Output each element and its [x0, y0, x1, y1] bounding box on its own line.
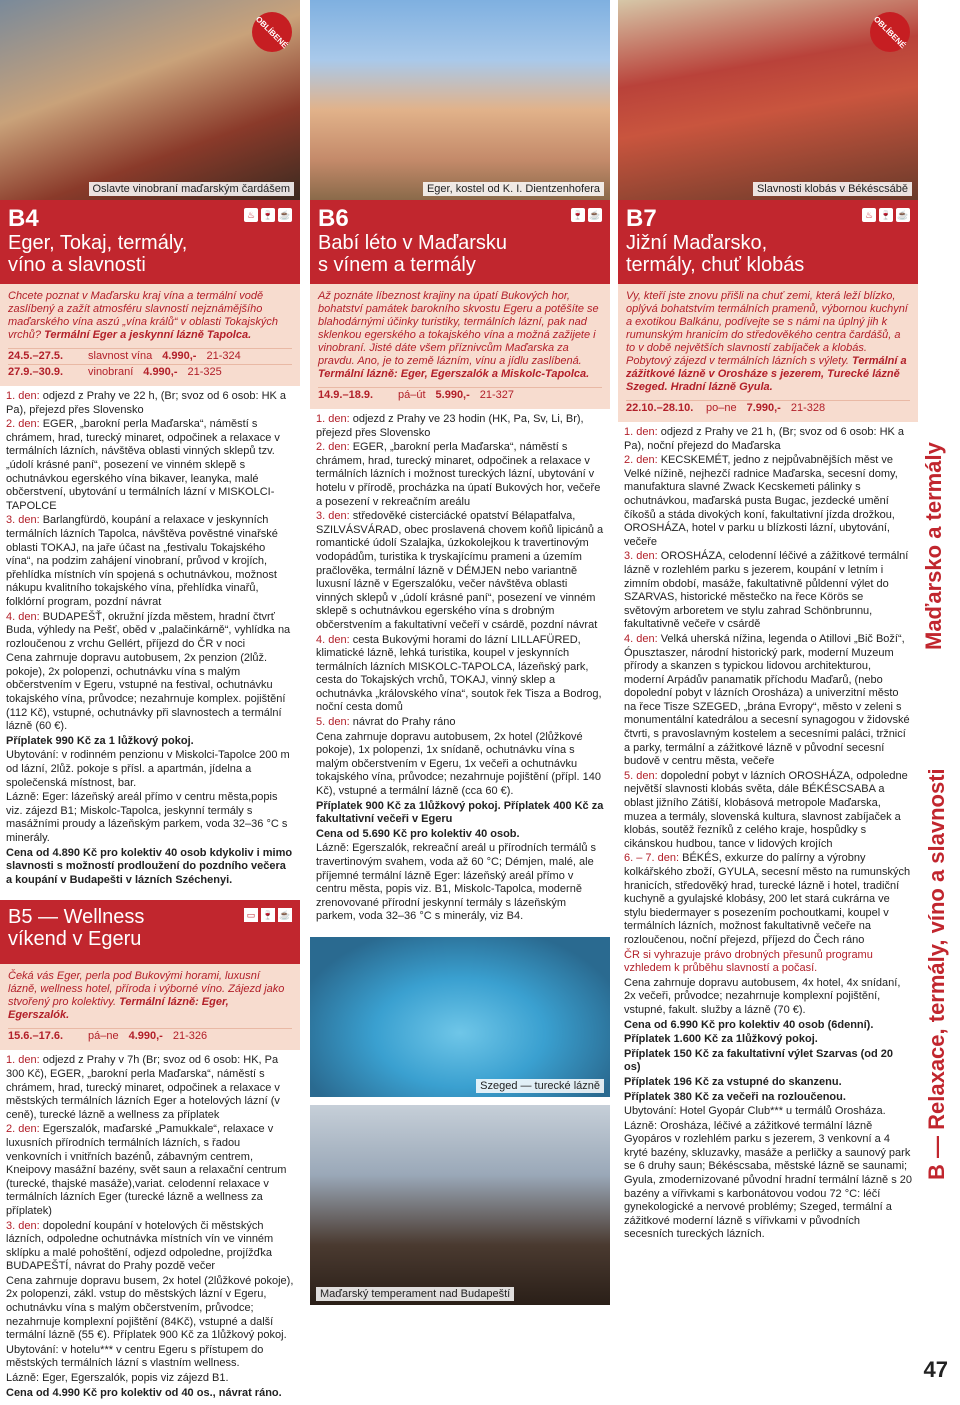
intro-text: Čeká vás Eger, perla pod Bukovými horami, luxusní lázně, wellness hotel, příroda i výborné víno. Zájezd jako stvořený pro kolektivy. — [8, 970, 285, 1009]
accommodation: Ubytování: Hotel Gyopár Club*** u termálů Orosháza. — [624, 1105, 886, 1118]
wine-icon: 🍷 — [571, 208, 585, 222]
b6-intro — [310, 284, 610, 387]
favorite-badge: OBLÍBENÉ — [862, 4, 918, 61]
photo-caption: Maďarský temperament nad Budapeští — [316, 1287, 514, 1301]
supplement: Příplatek 990 Kč za 1 lůžkový pokoj. — [6, 734, 194, 747]
b7-program — [618, 422, 918, 1247]
date-range: 27.9.–30.9. — [8, 366, 64, 378]
feature-icons — [862, 208, 910, 222]
tour-title-line1: Jižní Maďarsko, — [626, 232, 768, 254]
day-1: 1. den: odjezd z Prahy ve 21 h, (Br; svoz od 6 osob: HK a Pa), noční přejezd do Maďarska — [624, 426, 905, 452]
tour-title-line1: Eger, Tokaj, termály, — [8, 232, 188, 254]
day-1: 1. den: odjezd z Prahy ve 23 hodin (HK, Pa, Sv, Li, Br), přejezd přes Slovensko — [316, 413, 584, 439]
b4-intro — [0, 284, 300, 348]
feature-icons — [244, 908, 292, 922]
b4-header — [0, 200, 300, 284]
group-price: Cena od 4.990 Kč pro kolektiv od 40 os., návrat ráno. — [6, 1386, 282, 1399]
b7-dates — [618, 400, 918, 422]
spa-info: Lázně: Eger, Egerszalók, popis viz zájezd B1. — [6, 1372, 229, 1385]
tour-code: B4 — [8, 205, 39, 232]
supplement: Příplatek 380 Kč za večeři na rozloučenou. — [624, 1090, 846, 1103]
tour-title-line1: Babí léto v Maďarsku — [318, 232, 508, 254]
b6-dates — [310, 387, 610, 409]
intro-text: Chcete poznat v Maďarsku kraj vína a termální vodě zaslíbený a zažít atmosféru slavností nejznámějšího maďarského vína aszú „vína králů“ v oblasti Tokajských vrchů? — [8, 290, 278, 341]
favorite-badge: OBLÍBENÉ — [244, 4, 300, 61]
b6-photo — [310, 0, 610, 200]
day-2: 2. den: EGER, „barokní perla Maďarska“, náměstí s chrámem, hrad, turecký minaret, odpočinek a relaxace v termálních lázních i možnost tureckých lázní, ubytování v hotelu v přírodě, procházka na úpatí Bukových hor, večeře a posezení v rekreačním areálu — [316, 441, 601, 508]
day-5: 5. den: dopolední pobyt v lázních OROSHÁZA, odpoledne největší slavnosti klobás světa, dále BÉKÉSCSABA a oblast jižního Zátiší, klobásová metropole Maďarska, muzea a termály, slovenská kultura, slavnost zabíjaček a klobás, soutěž řezníků z celého kraje, hospůdky s cikánskou hudbou, tance v lidových krojích — [624, 769, 908, 850]
price-includes: Cena zahrnuje dopravu autobusem, 2x hotel (2lůžkové pokoje), 1x polopenzi, 1x snídaně, ochutnávku vína s malým občerstvením v Egeru, 1x večeři a ochutnávku tokajského vína, průvodce; nezahrnuje pojištění (přípl. 140 Kč), vstupné a termální lázně (cca 60 €). — [316, 730, 601, 798]
photo-caption: Eger, kostel od K. I. Dientzenhofera — [423, 182, 604, 196]
day-3: 3. den: OROSHÁZA, celodenní léčivé a zážitkové termální lázně v rozlehlém parku s jezerem, koupání v letním i zimním období, masáže, fakultativně půldenní výlet do SZARVAS, historické městečko na řece Körös se světovým arboretem ve stylu zahrad Schönbrunnu, fakultativně večeře v csárdě — [624, 550, 909, 631]
program-note: ČR si vyhrazuje právo drobných přesunů programu vzhledem k průběhu slavností a počasí. — [624, 948, 873, 975]
date-row — [8, 348, 292, 364]
day-1: 1. den: odjezd z Prahy v 7h (Br; svoz od 6 osob: HK, Pa 300 Kč), EGER, „barokní perla Maďarska“, náměstí s chrámem, hrad, turecký minaret, odpočinek a relaxace v městských termálních lázních Eger a hotelových lázní (v ceně), turecké lázně a wellness za příplatek — [6, 1054, 280, 1121]
tour-title-line2: s vínem a termály — [318, 254, 476, 276]
szeged-photo — [310, 937, 610, 1097]
date-row — [8, 1028, 292, 1044]
sidebar-text: B — Relaxace, termály, víno a slavnosti — [924, 768, 949, 1180]
accommodation: Ubytování: v hotelu*** v centru Egeru s přístupem do městských termálních lázní s vlastním wellness. — [6, 1343, 264, 1370]
b7-photo — [618, 0, 918, 200]
price-includes: Cena zahrnuje dopravu autobusem, 4x hotel, 4x snídaní, 2x večeři, průvodce; nezahrnuje komplexní pojištění, vstupné, fakult. služby a lázně (70 €). — [624, 976, 901, 1016]
b5-dates — [0, 1028, 300, 1050]
date-event: slavnost vína — [88, 350, 153, 362]
photo-caption: Slavnosti klobás v Békéscsábě — [753, 182, 912, 196]
day-4: 4. den: Velká uherská nížina, legenda o Atillovi „Bič Boží“, Ópusztaszer, národní historický park, moderní Muzeum přírody a skanzen s typickou lidovou architekturou, moderní Arpádův panamatik příchodu Maďarů, (nebo dopolední pobyt v lázních Orosháza) a univerzitní město na řece Tisze SZEGED, „brána Evropy“, město v zeleni s monumentální katedrálou a secesní synagogou v židovské čtvrti, s pravoslavným kostelem a secesními paláci, tržnicí a parky, termální a zážitkové lázně v původní secesní budově v centru města, večeře — [624, 632, 910, 768]
tour-b6-column — [310, 0, 610, 1305]
price-includes: Cena zahrnuje dopravu autobusem, 2x penzion (2lůž. pokoje), 2x polopenzi, ochutnávku vína s malým občerstvením v Egeru, vstupné na festival, ochutnávku tokajského vína, průvodce; nezahrnuje komplex. pojištění (112 Kč), vstupné, ochutnávky při slavnostech a termální lázně (60 €). — [6, 652, 286, 733]
day-3: 3. den: středověké cisterciácké opatství Bélapatfalva, SZILVÁSVÁRAD, obec proslavená chovem koňů lipicánů a romantické údolí Szalajka, úzkokolejkou k travertinovým vodopádům, turistika k tryskajícímu prameni a územím pračlověka, termální lázně v DÉMJEN nebo variantně luxusní lázně v Egerszalóku, večer návštěva oblasti vinných sklepů v „údolí krásné paní“, posezení ve vinném sklepě s ochutnávkou egerského vína s drobným občerstvením a fakultativní večeří v csárdě, pozdní návrat — [316, 510, 604, 631]
spa-icon: ♨ — [862, 208, 876, 222]
b4-photo — [0, 0, 300, 200]
hotel-icon: ▭ — [244, 908, 258, 922]
tour-number: 21-326 — [172, 1030, 208, 1043]
food-icon: ☕ — [588, 208, 602, 222]
day-6-7: 6. – 7. den: BÉKÉS, exkurze do palírny a výrobny kolkářského zboží, GYULA, secesní město na rumunských hranicích, středověký hrad, turecké lázně i hotel, tradiční kuchyně a gyulajské klobásy, 200 let stará cukrárna ve stylu biedermayer s posezením pochoutkami, koupel v termálních lázních, možnost fakultativně večeře na rozloučenou, noční přejezd, příjezd do Čech ráno — [624, 852, 911, 946]
b7-header — [618, 200, 918, 284]
date-price: 5.990,- — [435, 389, 470, 401]
intro-bold: Termální lázně: Eger, Egerszalók. — [8, 996, 229, 1022]
sidebar-country: Maďarsko a termály — [921, 442, 946, 650]
wine-icon: 🍷 — [879, 208, 893, 222]
date-range: 15.6.–17.6. — [8, 1030, 64, 1043]
date-range: 22.10.–28.10. — [626, 402, 694, 414]
page-number: 47 — [923, 1357, 948, 1382]
intro-bold: Termální a zážitkové lázně v Orosháze s jezerem, Turecké lázně Szeged. Hradní lázně Gyula. — [626, 355, 907, 393]
b6-program — [310, 409, 610, 929]
group-price: Cena od 6.990 Kč pro kolektiv 40 osob (6denní). — [624, 1018, 874, 1031]
date-range: 14.9.–18.9. — [318, 389, 374, 401]
food-icon: ☕ — [278, 208, 292, 222]
supplement: Příplatek 196 Kč za vstupné do skanzenu. — [624, 1075, 842, 1088]
intro-bold: Termální lázně: Eger, Egerszalók a Miskolc-Tapolca. — [318, 368, 590, 380]
tour-b4-column — [0, 0, 300, 1405]
supplement: Příplatek 1.600 Kč za 1lůžkový pokoj. — [624, 1033, 818, 1046]
b5-intro — [0, 964, 300, 1028]
date-price: 4.990,- — [128, 1030, 163, 1043]
spa-info: Lázně: Orosháza, léčivé a zážitkové termální lázně Gyopáros v rozlehlém parku s jezerem, 3 venkovní a 4 kryté bazény, skluzavky, masáže a perličky a saunový park se 6 druhy saun; Békéscsaba, městské lázně se saunami; Gyula, zmodernizované původní hradní termální lázně s 20 bazény a vířivkami s karbonátovou vodou 72 °C: léčí gynekologické a nervové problémy; Szeged, termální a zážitkové moderní lázně s vířivkami v původních secesních tureckých lázních. — [624, 1119, 912, 1241]
day-3: 3. den: dopolední koupání v hotelových či městských lázních, odpoledne ochutnávka místních vín ve vinném sklípku a malé pohoštění, odjezd odpoledne, projížďka BUDAPEŠTÍ, návrat do Prahy pozdě večer — [6, 1219, 274, 1273]
food-icon: ☕ — [278, 908, 292, 922]
tour-title-line2: termály, chuť klobás — [626, 254, 805, 276]
b5-header — [0, 900, 300, 964]
tour-number: 21-328 — [790, 402, 826, 414]
spa-icon: ♨ — [244, 208, 258, 222]
date-price: 4.990,- — [143, 366, 178, 378]
tour-code: B7 — [626, 205, 657, 232]
day-4: 4. den: cesta Bukovými horami do lázní LILLAFÜRED, klimatické lázně, lehká turistika, koupel v jeskynních termálních lázních MISKOLC-TAPOLCA, lázeňský park, cesta do Tokajských vrchů, TOKAJ, vinný sklep a ochutnávka „královského vína“, soutok řek Tisza a Bodrog, noční cesta domů — [316, 633, 602, 714]
date-row — [8, 364, 292, 380]
day-2: 2. den: KECSKEMÉT, jedno z nejpůvabnějších měst ve Velké nížině, nejhezčí radnice Maďarska, secesní domy, manufaktura slavné Zwack Kecskemeti pálinky s ochutnávkou, maďarská pusta Bugac, jezdecké umění číkošů a stáda divokých koní, fakultativní jízda drožkou, OROSHÁZA, hotel v parku u blízkosti lázní, ubytování, večeře — [624, 454, 898, 548]
intro-text: Až poznáte líbeznost krajiny na úpatí Bukových hor, bohatství památek barokního skvostu Egeru a potěšíte se blahodárnými účinky turistiky, termálních lázní, pak nad sklenkou egerského a tokajského vína a možná zažijete i vinobraní. Jisté dáte všem příznivcům Maďarska za pravdu. Ano, je to země lázním, vínu a jídlu zaslíbená. — [318, 290, 599, 367]
day-1: 1. den: odjezd z Prahy ve 22 h, (Br; svoz od 6 osob: HK a Pa), přejezd přes Slovensko — [6, 390, 287, 416]
group-price: Cena od 5.690 Kč pro kolektiv 40 osob. — [316, 827, 520, 840]
b7-intro — [618, 284, 918, 400]
photo-caption: Oslavte vinobraní maďarským čardášem — [89, 182, 295, 196]
date-range: 24.5.–27.5. — [8, 350, 64, 362]
tour-number: 21-325 — [187, 366, 222, 378]
date-event: pá–ne — [88, 1030, 119, 1043]
tour-b7-column — [618, 0, 918, 1247]
group-price: Cena od 4.890 Kč pro kolektiv 40 osob kdykoliv i mimo slavnosti s možností prodloužení do pozdního večera a koupání v Budapešti v lázních Széchenyi. — [6, 846, 293, 886]
date-event: po–ne — [706, 402, 737, 414]
b4-dates — [0, 348, 300, 386]
day-5: 5. den: návrat do Prahy ráno — [316, 716, 456, 729]
tour-title-line2: víno a slavnosti — [8, 254, 146, 276]
tour-title-line2: víkend v Egeru — [8, 928, 142, 951]
tour-number: 21-327 — [479, 389, 515, 401]
day-2: 2. den: EGER, „barokní perla Maďarska“, náměstí s chrámem, hrad, turecký minaret, odpočinek a relaxace v termálních lázních, návštěva oblasti vinných sklepů tzv. „údolí krásné paní“, posezení ve vinném sklepě s ochutnávkou egerského vína bikaver, leanyka, malé občerstvení, ubytování u termálních lázní v MISKOLCI-TAPOLCE — [6, 418, 280, 512]
spa-info: Lázně: Egerszalók, rekreační areál u přírodních termálů s travertinovým svahem, voda až 60 °C; Démjen, malé, ale příjemné termální lázně Eger: lázeňský areál přímo v centru města, popis viz. B1, Miskolc-Tapolca, moderně zrenovované přírodní jeskynní termály s lázeňským parkem, voda 32–36 °C s minerály, viz B4. — [316, 842, 597, 923]
b6-header — [310, 200, 610, 284]
date-event: pá–út — [398, 389, 426, 401]
tour-title-line1: B5 — Wellness — [8, 906, 145, 929]
price-includes: Cena zahrnuje dopravu busem, 2x hotel (2lůžkové pokoje), 2x polopenzi, zákl. vstup do městských lázní v Egeru, ochutnávku vína s malým občerstvením, průvodce; nezahrnuje komplexní pojištění (84Kč), vstupné a další termální lázně (55 €). Příplatek 900 Kč za 1lůžkový pokoj. — [6, 1274, 294, 1342]
supplement: Příplatek 900 Kč za 1lůžkový pokoj. Příplatek 400 Kč za fakultativní večeři v Egeru — [316, 799, 604, 826]
feature-icons — [244, 208, 292, 222]
feature-icons — [571, 208, 602, 222]
wine-icon: 🍷 — [261, 908, 275, 922]
spa-info: Lázně: Eger: lázeňský areál přímo v centru města,popis viz. zájezd B1; Miskolc-Tapolca, jeskynní termály s masážními proudy a lázeňským parkem, voda 32–36 °C s minerály. — [6, 791, 288, 844]
date-event: vinobraní — [88, 366, 134, 378]
b4-program — [0, 386, 300, 892]
b5-program — [0, 1050, 300, 1405]
accommodation: Ubytování: v rodinném penzionu v Miskolci-Tapolce 200 m od lázní, 2lůž. pokoje s přísl. a apartmán, jídelna a společenská místnost, bar. — [6, 749, 290, 789]
supplement: Příplatek 150 Kč za fakultativní výlet Szarvas (od 20 os) — [624, 1047, 894, 1074]
date-row — [318, 387, 602, 403]
date-price: 4.990,- — [162, 350, 197, 362]
day-2: 2. den: Egerszalók, maďarské „Pamukkale“, relaxace v luxusních přírodních termálních lázních, s řadou venkovních i vnitřních bazénů, zábavným centrem, Kneipovy masážní bazény, svět saun a relaxační centrum (turecké, thajské masáže),variat. celodenní relaxace v termálních lázních Eger (turecké lázně a wellness za příplatek) — [6, 1123, 287, 1217]
photo-caption: Szeged — turecké lázně — [476, 1079, 604, 1093]
date-price: 7.990,- — [746, 402, 781, 414]
intro-bold: Termální Eger a jeskynní lázně Tapolca. — [44, 329, 252, 341]
intro-text: Vy, kteří jste znovu přišli na chuť zemi, která leží blízko, oplývá bohatstvím termálních pramenů, výbornou kuchyní a exotikou Balkánu, podívejte se s námi na úplný jih k rumunským hranicím do středověkého centra čardášů, a to v době největších slavností zabíjaček a klobás. Pobytový zájezd v termálních lázních s výlety. — [626, 290, 908, 367]
day-3: 3. den: Barlangfürdö, koupání a relaxace v jeskynních termálních lázních Tapolca, návštěva pověstné vinařské oblasti TOKAJ, na jaře účast na „festivalu Tokajského vína“, na podzim zahájení vinobraní, průvod v krojích, přehlídka místních vín spojená s ochutnávkou, možnost nákupu kvalitního tokajského vína, přehlídka vinařů, folklórní program, pozdní návrat — [6, 514, 278, 608]
wine-icon: 🍷 — [261, 208, 275, 222]
day-4: 4. den: BUDAPEŠŤ, okružní jízda městem, hradní čtvrť Buda, výhledy na Pešť, oběd v „palačinkárně“, vyhlídka na rozloučenou z vrchu Gellért, příjezd do ČR v noci — [6, 610, 291, 650]
musicians-photo — [310, 1105, 610, 1305]
date-row — [626, 400, 910, 416]
tour-number: 21-324 — [206, 350, 241, 362]
tour-code: B6 — [318, 205, 349, 232]
food-icon: ☕ — [896, 208, 910, 222]
